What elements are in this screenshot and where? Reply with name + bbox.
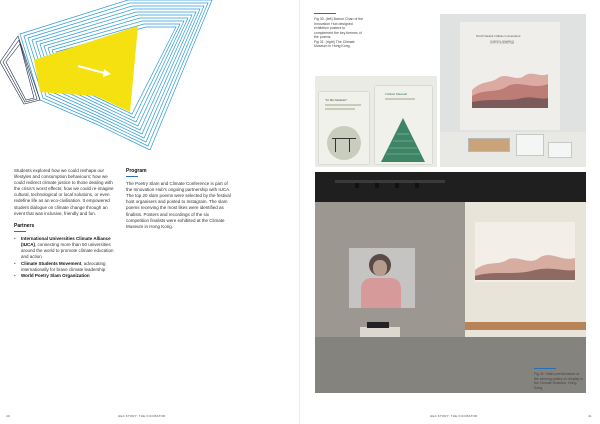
climate-arrow-graphic [0, 0, 215, 150]
caption-top-rule [314, 13, 336, 14]
partners-rule [14, 231, 26, 232]
gallery-photo [315, 172, 586, 393]
footer-page-number: 40 [6, 414, 10, 418]
program-column [126, 168, 232, 230]
poster-left [319, 92, 369, 164]
poster-right-title: Climate Museum [385, 92, 408, 96]
footer-page-number: 41 [588, 414, 592, 418]
footer-title: HEA STORY: THE INCUBATOR [118, 414, 166, 418]
projected-video [349, 248, 415, 308]
right-page [300, 0, 600, 424]
caption-bottom-rule [534, 368, 556, 369]
display-table [440, 132, 586, 167]
poster-right [375, 86, 432, 164]
program-rule [126, 176, 138, 177]
poster-left-title: "In this Moment" [325, 98, 348, 102]
caption-bottom: Fig 32. Video performance of the winning poetry on display in the Climate Museum, Hong Kong. [534, 372, 583, 390]
museum-panel-photo [440, 14, 586, 167]
panel-subtitle: 世界學生氣候對話 [490, 40, 515, 44]
program-paragraph: The Poetry Slam and Climate Conference is part of the Innovation Hub's ongoing partnership with IUCA. The top 20 slam poems were selected by the festival host organisers and posted to Instagram. The slam poems receiving the most likes were identified as finalists. Posters and recordings of the six competition finalists were exhibited at the Climate Museum in Hong Kong. [126, 181, 231, 229]
partners-list [14, 236, 116, 280]
partners-heading: Partners [14, 222, 35, 229]
panel-title: World Student Climate Conversation [476, 34, 521, 38]
program-heading: Program [126, 168, 147, 174]
museum-panel [460, 22, 560, 130]
partner-item: • World Poetry Slam Organization [14, 273, 116, 279]
intro-paragraph: Students explored how we could reshape our lifestyles and consumption behaviours; how we could redirect climate justice to those dealing with the crisis's worst effects; how we could re-imagine cultural, technological or local solutions, or even redefine life as an eco-civilisation. It empowered student dialogue on climate change through an event that was inclusive, friendly and fun. [14, 168, 114, 216]
caption-top: Fig 30. (left) Barron Chan of the Innovation Hub designed exhibition posters to complement the key themes of the poems. Fig 31. (right) The Climate Museum in Hong Kong. [314, 17, 364, 48]
partner-item: • Climate Students Movement, advocating internationally for brave climate leadership [14, 261, 116, 273]
footer-title: HEA STORY: THE INCUBATOR [430, 414, 478, 418]
partner-item: • International Universities Climate Alliance (IUCA), connecting more than 50 universities around the world to promote climate education and action [14, 236, 116, 260]
posters-photo [315, 76, 437, 167]
intro-column [14, 168, 116, 280]
